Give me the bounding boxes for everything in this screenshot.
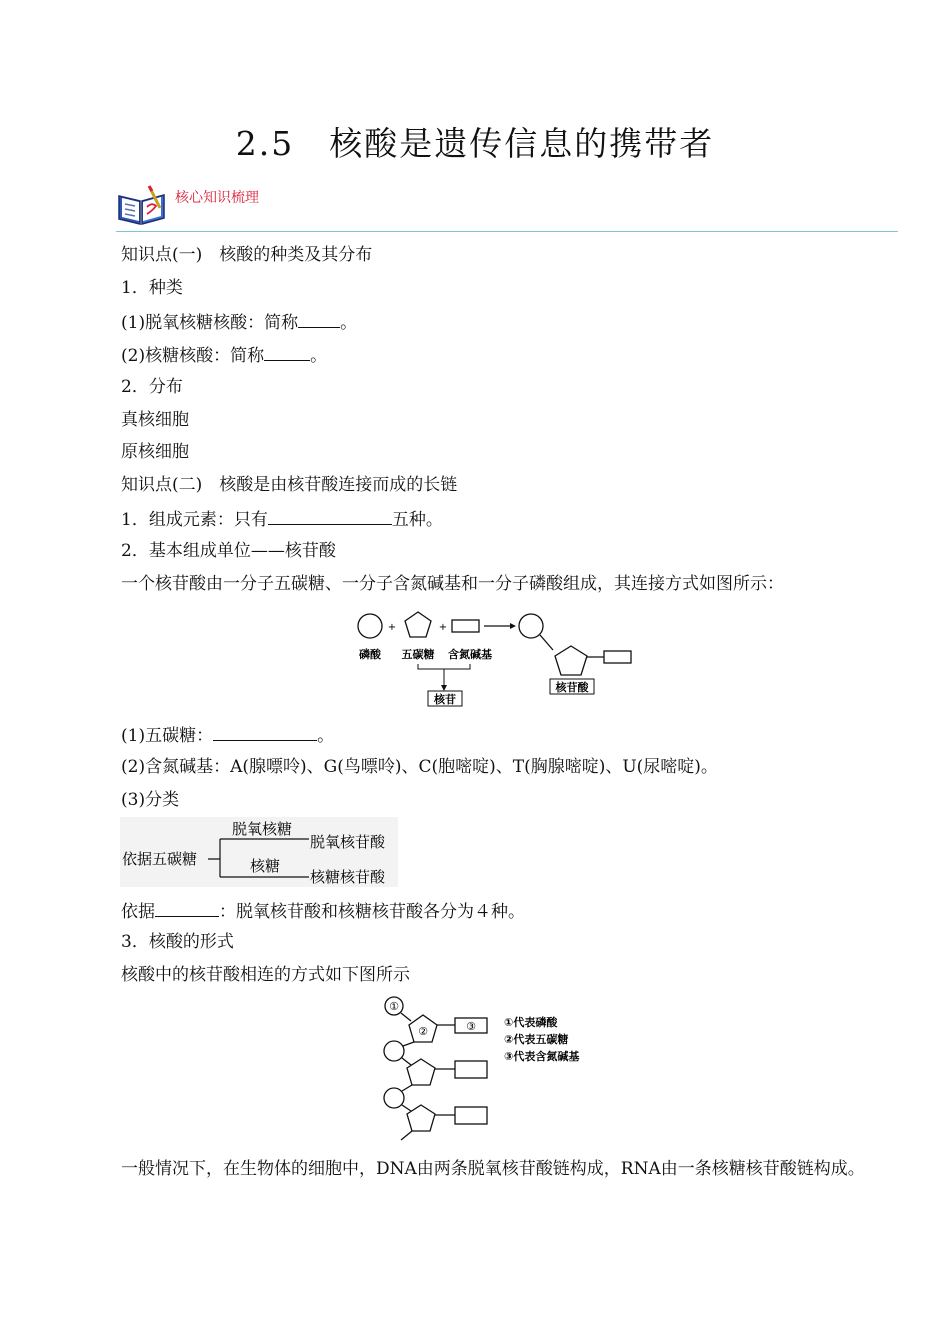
blank-five-carbon-sugar[interactable] — [213, 723, 317, 741]
marker-1: ① — [389, 1000, 399, 1013]
product-sugar — [555, 646, 587, 675]
summary-paragraph: 一般情况下，在生物体的细胞中，DNA由两条脱氧核苷酸链构成，RNA由一条核糖核苷酸链构成。 — [121, 1159, 865, 1179]
chain-sugar-2 — [407, 1059, 435, 1085]
base-rectangle — [452, 620, 479, 632]
label-ribose: 核糖 — [250, 857, 281, 875]
label-deoxyribonucleotide: 脱氧核苷酸 — [310, 833, 386, 851]
chain-phosphate-3 — [384, 1088, 404, 1108]
page-title: 2.5 核酸是遗传信息的携带者 — [235, 124, 715, 163]
classify-heading: (3)分类 — [121, 790, 180, 810]
label-ribonucleotide: 核糖核苷酸 — [310, 868, 386, 886]
unit-heading: 2．基本组成单位——核苷酸 — [121, 541, 336, 561]
label-basis: 依据五碳糖 — [122, 850, 198, 868]
form-heading: 3．核酸的形式 — [121, 932, 234, 952]
blank-rna-abbrev[interactable] — [264, 343, 310, 361]
blank-elements[interactable] — [268, 507, 392, 525]
legend-base: ③代表含氮碱基 — [504, 1050, 580, 1063]
sugar-pentagon — [405, 612, 431, 637]
section-divider — [116, 231, 898, 232]
blank-dna-abbrev[interactable] — [298, 310, 340, 328]
legend-sugar: ②代表五碳糖 — [504, 1033, 569, 1046]
chain-phosphate-2 — [384, 1041, 404, 1061]
chain-sugar-3 — [407, 1105, 435, 1131]
label-sugar: 五碳糖 — [401, 648, 435, 661]
kinds-heading: 1．种类 — [121, 278, 183, 298]
dist-prokaryote: 原核细胞 — [121, 442, 189, 462]
marker-3: ③ — [466, 1020, 476, 1033]
label-base: 含氮碱基 — [448, 648, 492, 661]
kp2-heading: 知识点(二) 核酸是由核苷酸连接而成的长链 — [121, 475, 458, 495]
reaction-arrowhead — [510, 623, 516, 629]
dist-heading: 2．分布 — [121, 377, 183, 397]
plus-sign-2: + — [438, 622, 448, 633]
label-deoxyribose: 脱氧核糖 — [232, 820, 293, 838]
kp1-heading: 知识点(一) 核酸的种类及其分布 — [121, 245, 373, 265]
chain-base-3 — [455, 1107, 487, 1124]
phosphate-circle — [358, 614, 382, 638]
nucleotide-chain-figure — [375, 993, 610, 1145]
legend-phosphate: ①代表磷酸 — [504, 1016, 558, 1029]
kind1-line: (1)脱氧核糖核酸：简称 。 — [121, 310, 357, 334]
nucleotide-composition-figure — [350, 605, 635, 710]
marker-2: ② — [418, 1025, 428, 1038]
dist-eukaryote: 真核细胞 — [121, 410, 189, 430]
elements-line: 1．组成元素：只有 五种。 — [121, 507, 443, 531]
product-phosphate — [519, 614, 543, 638]
bases-line: (2)含氮碱基：A(腺嘌呤)、G(鸟嘌呤)、C(胞嘧啶)、T(胸腺嘧啶)、U(尿嘧啶)。 — [121, 757, 718, 777]
blank-basis[interactable] — [155, 899, 219, 917]
basis-line: 依据 ：脱氧核苷酸和核糖核苷酸各分为４种。 — [121, 899, 525, 923]
label-nucleotide: 核苷酸 — [555, 681, 589, 694]
sugar-line: (1)五碳糖： 。 — [121, 723, 334, 747]
chain-base-2 — [455, 1061, 487, 1078]
kind2-line: (2)核糖核酸：简称 。 — [121, 343, 327, 367]
plus-sign-1: + — [387, 622, 397, 633]
label-nucleoside: 核苷 — [434, 693, 456, 706]
label-phosphate: 磷酸 — [359, 648, 381, 661]
unit-description: 一个核苷酸由一分子五碳糖、一分子含氮碱基和一分子磷酸组成，其连接方式如图所示： — [121, 574, 784, 594]
open-book-icon — [116, 184, 168, 228]
classification-figure — [120, 817, 398, 887]
section-label: 核心知识梳理 — [175, 190, 259, 206]
product-base — [604, 651, 631, 663]
form-description: 核酸中的核苷酸相连的方式如下图所示 — [121, 965, 410, 985]
